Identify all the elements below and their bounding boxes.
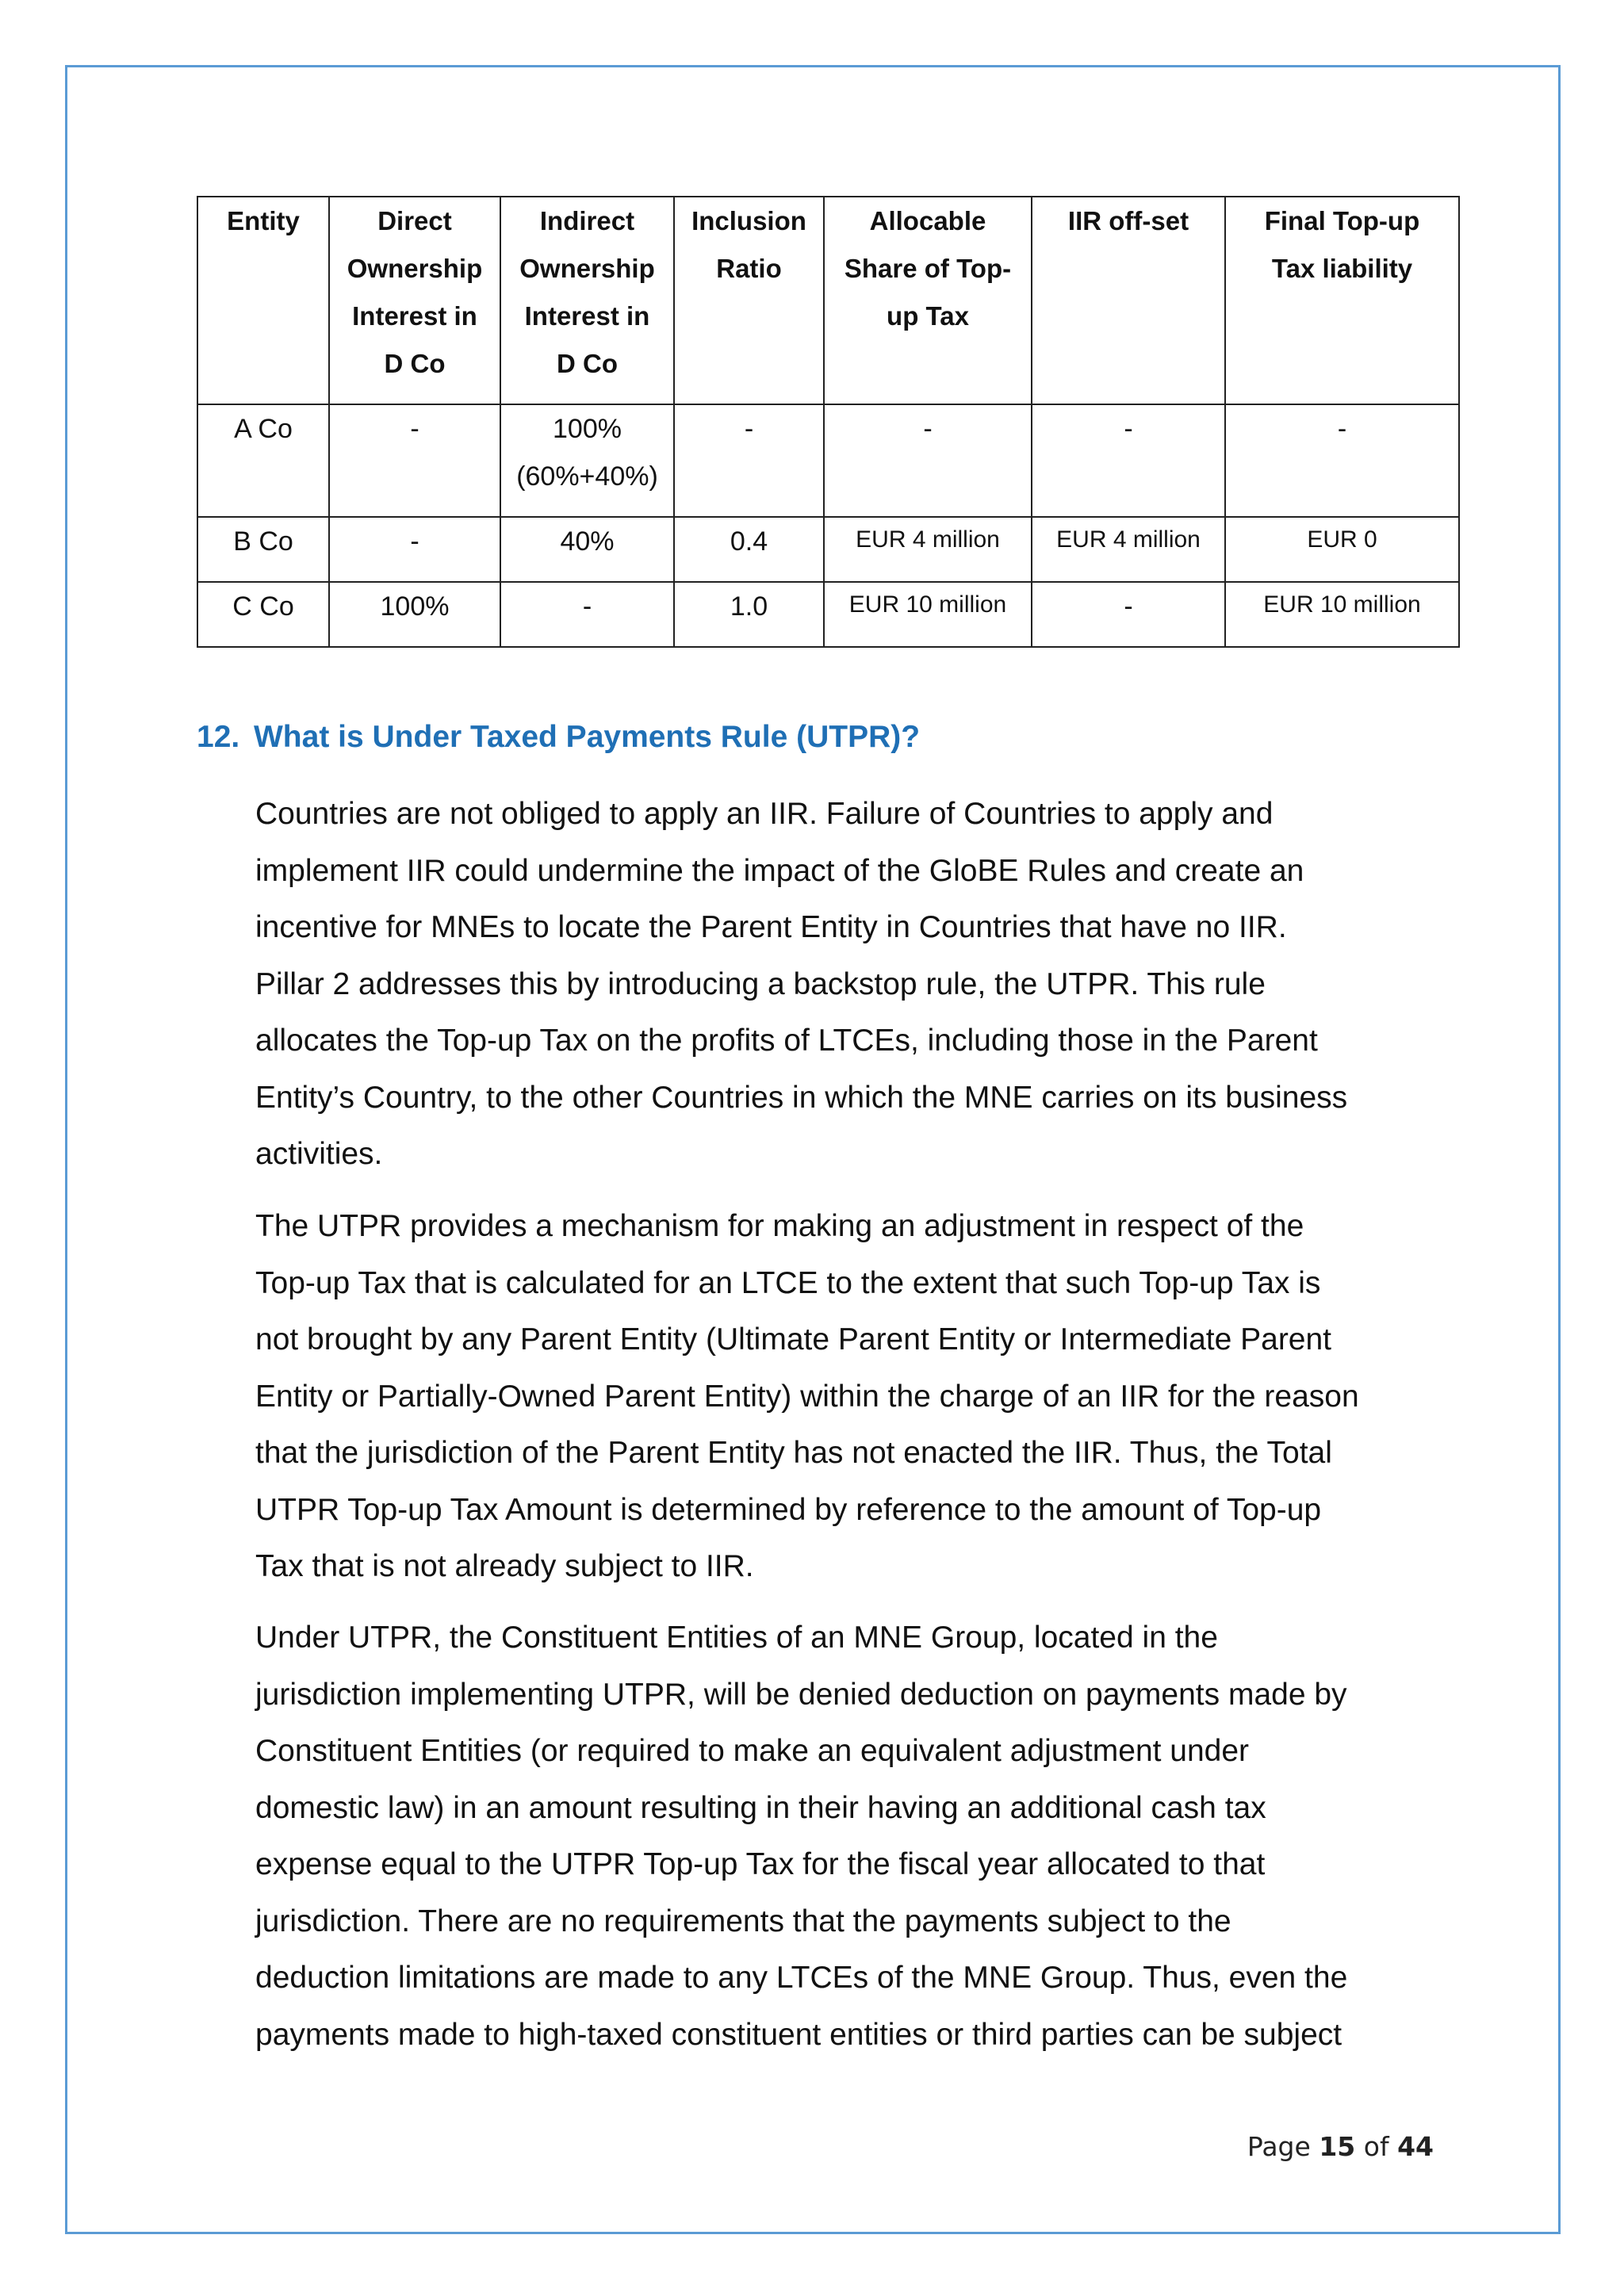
text-line: activities. [255, 1137, 383, 1171]
column-header-line: Direct [377, 206, 452, 235]
column-header-line: Final Top-up [1264, 206, 1420, 235]
column-header-line: up Tax [887, 301, 969, 331]
column-header-line: Indirect [539, 206, 635, 235]
table-cell: - [329, 517, 500, 582]
table-cell: - [1032, 582, 1225, 647]
text-line: Top-up Tax that is calculated for an LTCE to the extent that such Top-up Tax is [255, 1265, 1321, 1300]
column-header-line: Interest in [352, 301, 477, 331]
section-title: What is Under Taxed Payments Rule (UTPR)? [254, 720, 921, 754]
table-cell-line: (60%+40%) [516, 461, 658, 492]
text-line: Constituent Entities (or required to make an equivalent adjustment under [255, 1734, 1250, 1768]
table-row [197, 582, 1459, 647]
text-line: The UTPR provides a mechanism for making an adjustment in respect of the [255, 1209, 1304, 1243]
table-cell: 1.0 [674, 582, 824, 647]
table-cell: 0.4 [674, 517, 824, 582]
current-page: 15 [1319, 2131, 1356, 2162]
table-cell: B Co [197, 517, 329, 582]
text-line: Entity or Partially-Owned Parent Entity) within the charge of an IIR for the reason [255, 1379, 1359, 1414]
column-header-line: IIR off-set [1067, 206, 1189, 235]
table-cell: - [1032, 404, 1225, 517]
column-header-line: Ratio [716, 254, 782, 283]
page-number [1247, 2131, 1434, 2162]
section-number: 12. [197, 720, 240, 754]
table-cell: A Co [197, 404, 329, 517]
paragraph-1 [255, 786, 1445, 1183]
table-cell: - [824, 404, 1032, 517]
column-header-line: Inclusion [691, 206, 806, 235]
table-cell: 100% [329, 582, 500, 647]
table-header-row [197, 197, 1459, 404]
table-cell [500, 404, 674, 517]
paragraph-3 [255, 1609, 1445, 2063]
text-line: Entity’s Country, to the other Countries in which the MNE carries on its business [255, 1080, 1348, 1115]
table-cell: - [674, 404, 824, 517]
text-line: allocates the Top-up Tax on the profits of LTCEs, including those in the Parent [255, 1024, 1318, 1058]
page-of: of [1363, 2131, 1389, 2162]
table-row [197, 517, 1459, 582]
table-cell: EUR 4 million [824, 517, 1032, 582]
text-line: Under UTPR, the Constituent Entities of an MNE Group, located in the [255, 1621, 1218, 1655]
section-heading [197, 714, 920, 761]
text-line: UTPR Top-up Tax Amount is determined by reference to the amount of Top-up [255, 1492, 1322, 1527]
text-line: Pillar 2 addresses this by introducing a backstop rule, the UTPR. This rule [255, 966, 1266, 1001]
text-line: incentive for MNEs to locate the Parent Entity in Countries that have no IIR. [255, 910, 1287, 944]
column-header [197, 197, 329, 404]
text-line: jurisdiction implementing UTPR, will be denied deduction on payments made by [255, 1677, 1347, 1712]
text-line: payments made to high-taxed constituent entities or third parties can be subject [255, 2017, 1342, 2052]
paragraph-2 [255, 1198, 1445, 1595]
page-label: Page [1247, 2131, 1311, 2162]
column-header-line: Share of Top- [844, 254, 1012, 283]
table-cell: - [329, 404, 500, 517]
column-header-line: Entity [227, 206, 300, 235]
text-line: domestic law) in an amount resulting in their having an additional cash tax [255, 1790, 1266, 1825]
table-cell: EUR 4 million [1032, 517, 1225, 582]
text-line: deduction limitations are made to any LTCEs of the MNE Group. Thus, even the [255, 1961, 1348, 1995]
table-cell: EUR 10 million [824, 582, 1032, 647]
text-line: Countries are not obliged to apply an IIR. Failure of Countries to apply and [255, 797, 1274, 831]
table-cell: C Co [197, 582, 329, 647]
column-header [500, 197, 674, 404]
column-header-line: D Co [557, 349, 618, 378]
column-header-line: Ownership [347, 254, 483, 283]
text-line: not brought by any Parent Entity (Ultimate Parent Entity or Intermediate Parent [255, 1322, 1332, 1357]
table-cell: EUR 10 million [1225, 582, 1459, 647]
column-header-line: Ownership [519, 254, 655, 283]
text-line: that the jurisdiction of the Parent Entity has not enacted the IIR. Thus, the Total [255, 1436, 1332, 1470]
column-header-line: Allocable [869, 206, 986, 235]
column-header [824, 197, 1032, 404]
text-line: expense equal to the UTPR Top-up Tax for the fiscal year allocated to that [255, 1847, 1266, 1881]
table-cell: EUR 0 [1225, 517, 1459, 582]
column-header-line: Tax liability [1271, 254, 1413, 283]
table-cell: 40% [500, 517, 674, 582]
column-header [329, 197, 500, 404]
text-line: jurisdiction. There are no requirements that the payments subject to the [255, 1904, 1231, 1938]
column-header [1032, 197, 1225, 404]
table-cell-line: 100% [553, 414, 622, 444]
total-pages: 44 [1397, 2131, 1434, 2162]
text-line: Tax that is not already subject to IIR. [255, 1549, 754, 1583]
top-up-tax-table [197, 196, 1460, 648]
column-header-line: D Co [384, 349, 446, 378]
column-header [674, 197, 824, 404]
column-header [1225, 197, 1459, 404]
table-row [197, 404, 1459, 517]
table-cell: - [1225, 404, 1459, 517]
column-header-line: Interest in [524, 301, 650, 331]
table-body [197, 404, 1459, 647]
table-cell: - [500, 582, 674, 647]
text-line: implement IIR could undermine the impact of the GloBE Rules and create an [255, 853, 1304, 888]
